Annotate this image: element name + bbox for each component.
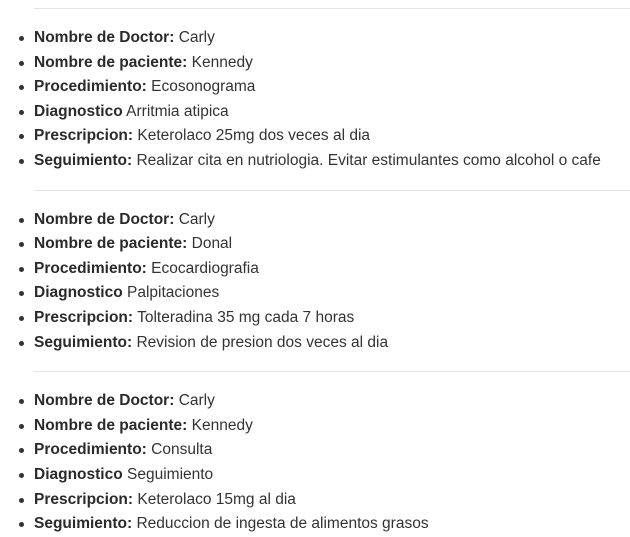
procedure-item xyxy=(0,438,630,463)
procedure-value: Ecocardiografia xyxy=(151,259,259,277)
procedure-label: Procedimiento: xyxy=(34,259,147,277)
record-card xyxy=(0,208,630,356)
followup-value: Realizar cita en nutriologia. Evitar estimulantes como alcohol o cafe xyxy=(136,151,601,169)
bullet-icon xyxy=(19,85,24,90)
doctor-item xyxy=(0,26,630,51)
doctor-value: Carly xyxy=(178,210,215,228)
patient-item xyxy=(0,414,630,439)
bullet-icon xyxy=(19,61,24,66)
bullet-icon xyxy=(19,522,24,527)
bullet-icon xyxy=(19,316,24,321)
bullet-icon xyxy=(19,134,24,139)
bullet-icon xyxy=(19,399,24,404)
doctor-value: Carly xyxy=(178,392,215,410)
spacer xyxy=(0,191,630,208)
followup-label: Seguimiento: xyxy=(34,151,133,169)
followup-item xyxy=(0,149,630,174)
doctor-label: Nombre de Doctor: xyxy=(34,392,175,410)
diagnosis-value: Arritmia atipica xyxy=(126,102,229,120)
bullet-icon xyxy=(19,242,24,247)
bullet-icon xyxy=(19,159,24,164)
prescription-value: Keterolaco 25mg dos veces al dia xyxy=(137,127,371,145)
prescription-item xyxy=(0,306,630,331)
record-card xyxy=(0,389,630,537)
patient-value: Kennedy xyxy=(191,416,253,434)
doctor-label: Nombre de Doctor: xyxy=(34,29,175,46)
procedure-value: Ecosonograma xyxy=(151,78,256,96)
procedure-item xyxy=(0,75,630,100)
patient-value: Kennedy xyxy=(191,53,253,71)
procedure-label: Procedimiento: xyxy=(34,441,147,459)
followup-value: Revision de presion dos veces al dia xyxy=(136,333,389,351)
patient-item xyxy=(0,232,630,257)
record-card xyxy=(0,26,630,174)
bullet-icon xyxy=(19,36,24,41)
doctor-item xyxy=(0,389,630,414)
spacer xyxy=(0,174,630,190)
followup-label: Seguimiento: xyxy=(34,333,133,351)
prescription-value: Keterolaco 15mg al dia xyxy=(137,490,296,508)
prescription-label: Prescripcion: xyxy=(34,490,134,508)
diagnosis-value: Palpitaciones xyxy=(127,284,220,302)
patient-label: Nombre de paciente: xyxy=(34,235,188,253)
patient-item xyxy=(0,51,630,76)
spacer xyxy=(0,355,630,371)
bullet-icon xyxy=(19,498,24,503)
prescription-item xyxy=(0,488,630,513)
diagnosis-item xyxy=(0,281,630,306)
diagnosis-item xyxy=(0,463,630,488)
followup-item xyxy=(0,512,630,537)
followup-value: Reduccion de ingesta de alimentos grasos xyxy=(136,515,429,533)
patient-value: Donal xyxy=(191,235,233,253)
doctor-value: Carly xyxy=(178,29,215,46)
bullet-icon xyxy=(19,448,24,453)
bullet-icon xyxy=(19,473,24,478)
bullet-icon xyxy=(19,218,24,223)
spacer xyxy=(0,372,630,389)
bullet-icon xyxy=(19,341,24,346)
doctor-label: Nombre de Doctor: xyxy=(34,210,175,228)
diagnosis-label: Diagnostico xyxy=(34,284,123,302)
patient-label: Nombre de paciente: xyxy=(34,53,188,71)
diagnosis-label: Diagnostico xyxy=(34,102,123,120)
procedure-value: Consulta xyxy=(151,441,213,459)
prescription-label: Prescripcion: xyxy=(34,127,134,145)
procedure-label: Procedimiento: xyxy=(34,78,147,96)
bullet-icon xyxy=(19,110,24,115)
prescription-value: Tolteradina 35 mg cada 7 horas xyxy=(137,308,355,326)
followup-label: Seguimiento: xyxy=(34,515,133,533)
patient-label: Nombre de paciente: xyxy=(34,416,188,434)
diagnosis-item xyxy=(0,100,630,125)
followup-item xyxy=(0,331,630,356)
doctor-item xyxy=(0,208,630,233)
diagnosis-value: Seguimiento xyxy=(127,465,214,483)
spacer xyxy=(0,9,630,26)
bullet-icon xyxy=(19,291,24,296)
bullet-icon xyxy=(19,424,24,429)
bullet-icon xyxy=(19,267,24,272)
prescription-item xyxy=(0,124,630,149)
spacer xyxy=(0,0,630,8)
diagnosis-label: Diagnostico xyxy=(34,465,123,483)
prescription-label: Prescripcion: xyxy=(34,308,134,326)
procedure-item xyxy=(0,257,630,282)
